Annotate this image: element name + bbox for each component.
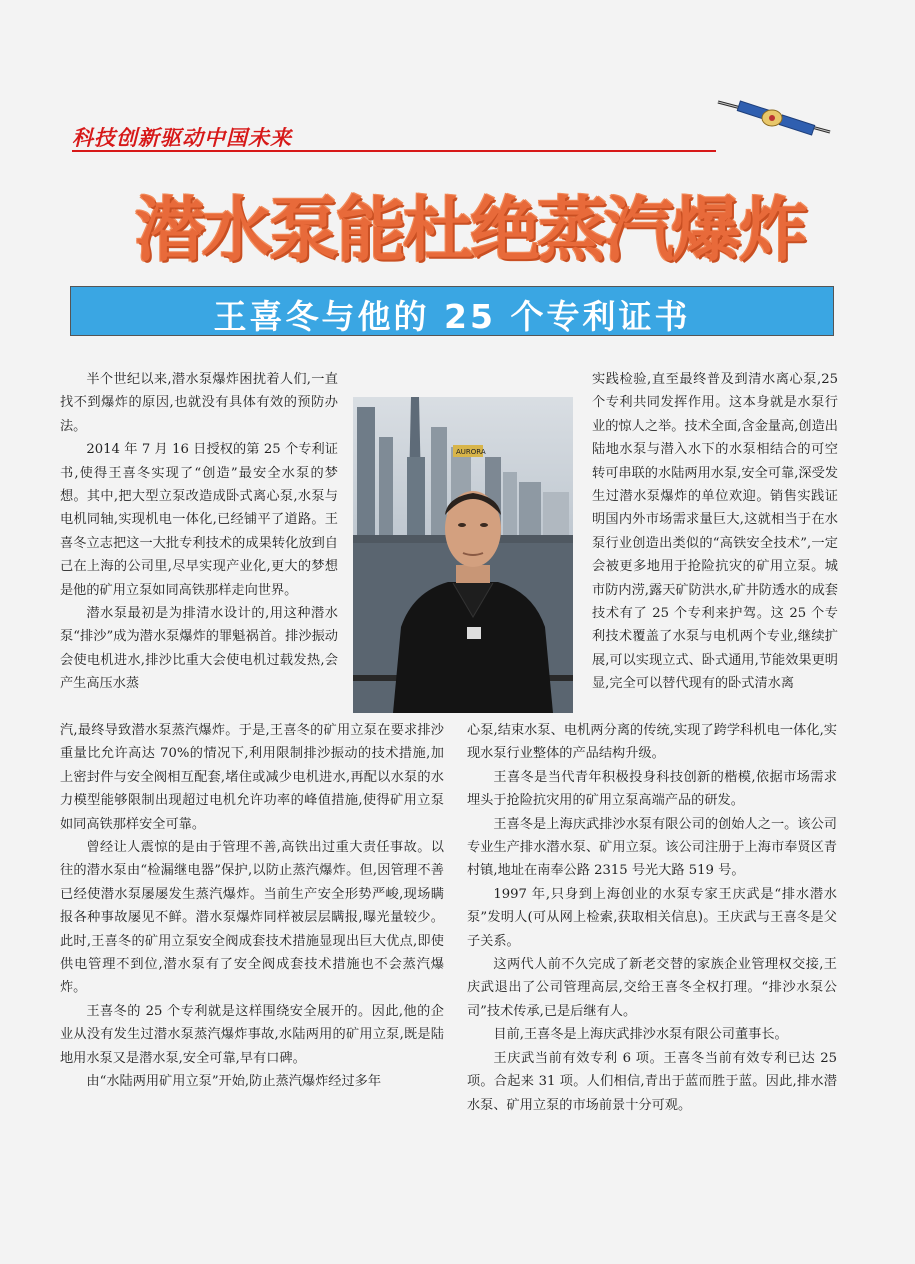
article-column-right-bottom: [467, 719, 837, 1117]
paragraph: 心泵,结束水泵、电机两分离的传统,实现了跨学科机电一体化,实现水泵行业整体的产品结构升级。: [467, 723, 837, 762]
building-sign: AURORA: [456, 448, 486, 456]
paragraph: 1997 年,只身到上海创业的水泵专家王庆武是“排水潜水泵”发明人(可从网上检索,获取相关信息)。王庆武与王喜冬是父子关系。: [467, 886, 837, 949]
paragraph: 王喜冬的 25 个专利就是这样围绕安全展开的。因此,他的企业从没有发生过潜水泵蒸汽爆炸事故,水陆两用的矿用立泵,既是陆地用水泵又是潜水泵,安全可靠,早有口碑。: [60, 1003, 444, 1066]
headline: 潜水泵能杜绝蒸汽爆炸: [135, 189, 805, 271]
section-title: 科技创新驱动中国未来: [72, 126, 292, 150]
paragraph: 王喜冬是当代青年积极投身科技创新的楷模,依据市场需求埋头于抢险抗灾用的矿用立泵高端产品的研发。: [467, 769, 837, 809]
paragraph: 半个世纪以来,潜水泵爆炸困扰着人们,一直找不到爆炸的原因,也就没有具体有效的预防办法。: [60, 372, 338, 434]
subtitle: 王喜冬与他的 25 个专利证书: [213, 297, 691, 336]
article-column-left-bottom: [60, 719, 444, 1094]
paragraph: 曾经让人震惊的是由于管理不善,高铁出过重大责任事故。以往的潜水泵由“检漏继电器”保护,以防止蒸汽爆炸。但,因管理不善已经使潜水泵屡屡发生蒸汽爆炸。当前生产安全形势严峻,现场瞒报各种事故屡见不鲜。潜水泵爆炸同样被层层瞒报,曝光量较少。此时,王喜冬的矿用立泵安全阀成套技术措施显现出巨大优点,即使供电管理不到位,潜水泵有了安全阀成套技术措施也不会蒸汽爆炸。: [60, 840, 444, 996]
paragraph: 汽,最终导致潜水泵蒸汽爆炸。于是,王喜冬的矿用立泵在要求排沙重量比允许高达 70%的情况下,利用限制排沙振动的技术措施,加上密封件与安全阀相互配套,堵住或减少电机进水,再配以水泵的水力模型能够限制出现超过电机允许功率的峰值措施,使得矿用立泵如同高铁那样安全可靠。: [60, 723, 444, 832]
paragraph: 目前,王喜冬是上海庆武排沙水泵有限公司董事长。: [493, 1027, 788, 1043]
subtitle-banner: [70, 286, 834, 336]
paragraph: 王庆武当前有效专利 6 项。王喜冬当前有效专利已达 25 项。合起来 31 项。人们相信,青出于蓝而胜于蓝。因此,排水潜水泵、矿用立泵的市场前景十分可观。: [467, 1050, 837, 1113]
paragraph: 实践检验,直至最终普及到清水离心泵,25 个专利共同发挥作用。这本身就是水泵行业的惊人之举。技术全面,含金量高,创造出陆地水泵与潜入水下的水泵相结合的可空转可串联的水陆两用水泵,安全可靠,深受发生过潜水泵爆炸的单位欢迎。销售实践证明国内外市场需求量巨大,这就相当于在水泵行业创造出类似的“高铁安全技术”,一定会被更多地用于抢险抗灾的矿用立泵。城市防内涝,露天矿防洪水,矿井防透水的成套技术有了 25 个专利来护驾。这 25 个专利技术覆盖了水泵与电机两个专业,继续扩展,可以实现立式、卧式通用,节能效果更明显,完全可以替代现有的卧式清水离: [592, 372, 838, 692]
paragraph: 潜水泵最初是为排清水设计的,用这种潜水泵“排沙”成为潜水泵爆炸的罪魁祸首。排沙振动会使电机进水,排沙比重大会使电机过载发热,会产生高压水蒸: [60, 606, 338, 692]
paragraph: 这两代人前不久完成了新老交替的家族企业管理权交接,王庆武退出了公司管理高层,交给王喜冬全权打理。“排沙水泵公司”技术传承,已是后继有人。: [467, 957, 837, 1019]
paragraph: 2014 年 7 月 16 日授权的第 25 个专利证书,使得王喜冬实现了“创造”最安全水泵的梦想。其中,把大型立泵改造成卧式离心泵,水泵与电机同轴,实现机电一体化,已经铺平了道路。王喜冬立志把这一大批专利技术的成果转化放到自己在上海的公司里,尽早实现产业化,更大的梦想是他的矿用立泵如同高铁那样走向世界。: [60, 442, 338, 598]
paragraph: 王喜冬是上海庆武排沙水泵有限公司的创始人之一。该公司专业生产排水潜水泵、矿用立泵。该公司注册于上海市奉贤区青村镇,地址在南奉公路 2315 号光大路 519 号。: [467, 816, 837, 879]
article-column-left-top: [60, 368, 338, 696]
satellite-icon: [714, 90, 834, 150]
section-divider: [72, 150, 716, 152]
article-column-right-top: [592, 368, 838, 696]
portrait-photo: [353, 397, 573, 713]
paragraph: 由“水陆两用矿用立泵”开始,防止蒸汽爆炸经过多年: [86, 1074, 382, 1090]
